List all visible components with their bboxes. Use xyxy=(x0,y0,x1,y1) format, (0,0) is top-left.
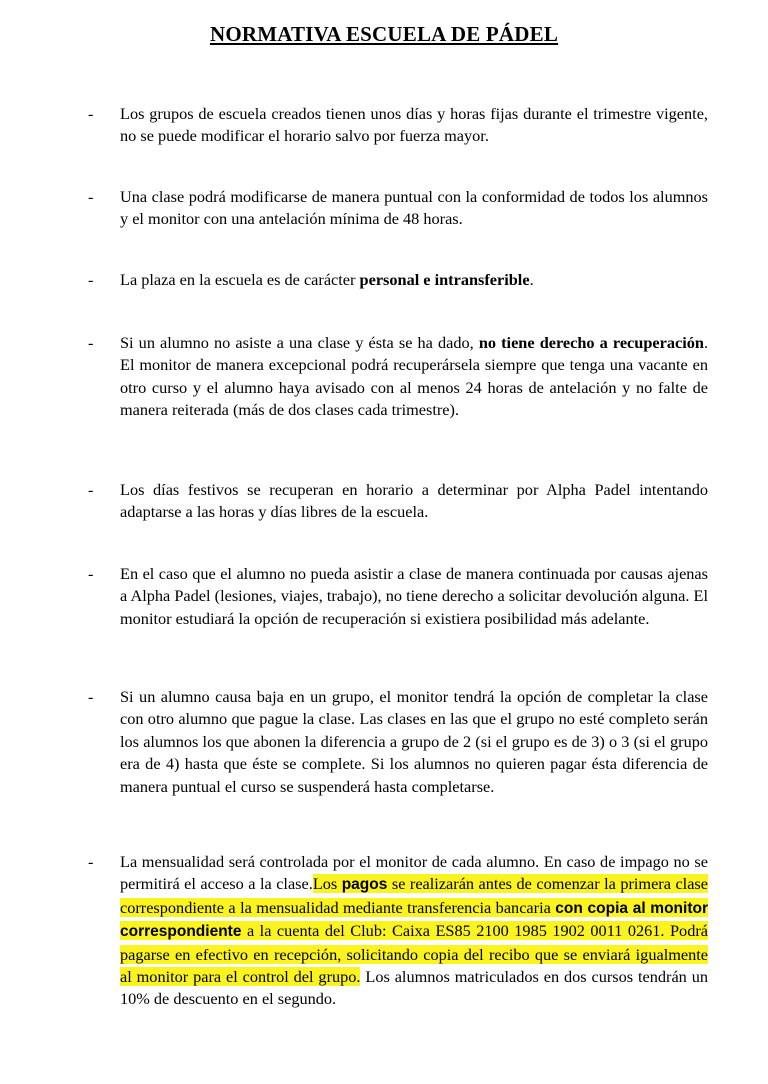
rule-text: Una clase podrá modificarse de manera puntual con la conformidad de todos los alumnos y el monitor con una antelación mínima de 48 horas. xyxy=(120,187,708,229)
rule-item xyxy=(88,479,708,525)
bullet-dash: - xyxy=(88,852,94,871)
rule-text: Los días festivos se recuperan en horario a determinar por Alpha Padel intentando adaptarse a las horas y días libres de la escuela. xyxy=(120,480,708,522)
rule-item xyxy=(88,269,708,293)
rule-text: En el caso que el alumno no pueda asistir a clase de manera continuada por causas ajenas a Alpha Padel (lesiones, viajes, trabajo), no tiene derecho a solicitar devolución alguna. El monitor estudiará la opción de recuperación si existiera posibilidad más adelante. xyxy=(120,564,708,628)
rule-text: Los grupos de escuela creados tienen unos días y horas fijas durante el trimestre vigente, no se puede modificar el horario salvo por fuerza mayor. xyxy=(120,104,708,146)
rule-text: Si un alumno causa baja en un grupo, el monitor tendrá la opción de completar la clase con otro alumno que pague la clase. Las clases en las que el grupo no esté completo serán los alumnos los que abonen la diferencia a grupo de 2 (si el grupo es de 3) o 3 (si el grupo era de 4) hasta que éste se complete. Si los alumnos no quieren pagar ésta diferencia de manera puntual el curso se suspenderá hasta completarse. xyxy=(120,687,708,796)
bold-text: personal e intransferible xyxy=(359,270,530,289)
bullet-dash: - xyxy=(88,104,94,123)
bullet-dash: - xyxy=(88,270,94,289)
bullet-dash: - xyxy=(88,187,94,206)
rule-item xyxy=(88,103,708,149)
bullet-dash: - xyxy=(88,333,94,352)
rule-item xyxy=(88,186,708,232)
rule-text: La mensualidad será controlada por el monitor de cada alumno. En caso de impago no se permitirá el acceso a la clase.Los pagos se realizarán antes de comenzar la primera clase correspondiente a la mensualidad mediante transferencia bancaria con copia al monitor correspondiente a la cuenta del Club: Caixa ES85 2100 1985 1902 0011 0261. Podrá pagarse en efectivo en recepción, solicitando copia del recibo que se enviará igualmente al monitor para el control del grupo. Los alumnos matriculados en dos cursos tendrán un 10% de descuento en el segundo. xyxy=(120,852,708,1009)
bold-text: pagos xyxy=(341,876,388,894)
bullet-dash: - xyxy=(88,687,94,706)
bold-text: con copia al monitor correspondiente xyxy=(120,899,708,941)
page-title: NORMATIVA ESCUELA DE PÁDEL xyxy=(209,22,559,46)
bullet-dash: - xyxy=(88,564,94,583)
rule-text: Si un alumno no asiste a una clase y ésta se ha dado, no tiene derecho a recuperación. El monitor de manera excepcional podrá recuperársela siempre que tenga una vacante en otro curso y el alumno haya avisado con al menos 24 horas de antelación y no falte de manera reiterada (más de dos clases cada trimestre). xyxy=(120,333,709,420)
rule-text: La plaza en la escuela es de carácter personal e intransferible. xyxy=(120,270,534,289)
highlighted-text: Los pagos se realizarán antes de comenzar la primera clase correspondiente a la mensualidad mediante transferencia bancaria con copia al monitor correspondiente a la cuenta del Club: Caixa ES85 2100 1985 1902 0011 0261. Podrá pagarse en efectivo en recepción, solicitando copia del recibo que se enviará igualmente al monitor para el control del grupo. xyxy=(120,874,708,987)
rule-item xyxy=(88,686,708,820)
bullet-dash: - xyxy=(88,480,94,499)
rule-item xyxy=(88,563,708,653)
rule-item xyxy=(88,332,708,444)
rule-item xyxy=(88,851,708,1029)
bold-text: no tiene derecho a recuperación xyxy=(478,333,704,352)
